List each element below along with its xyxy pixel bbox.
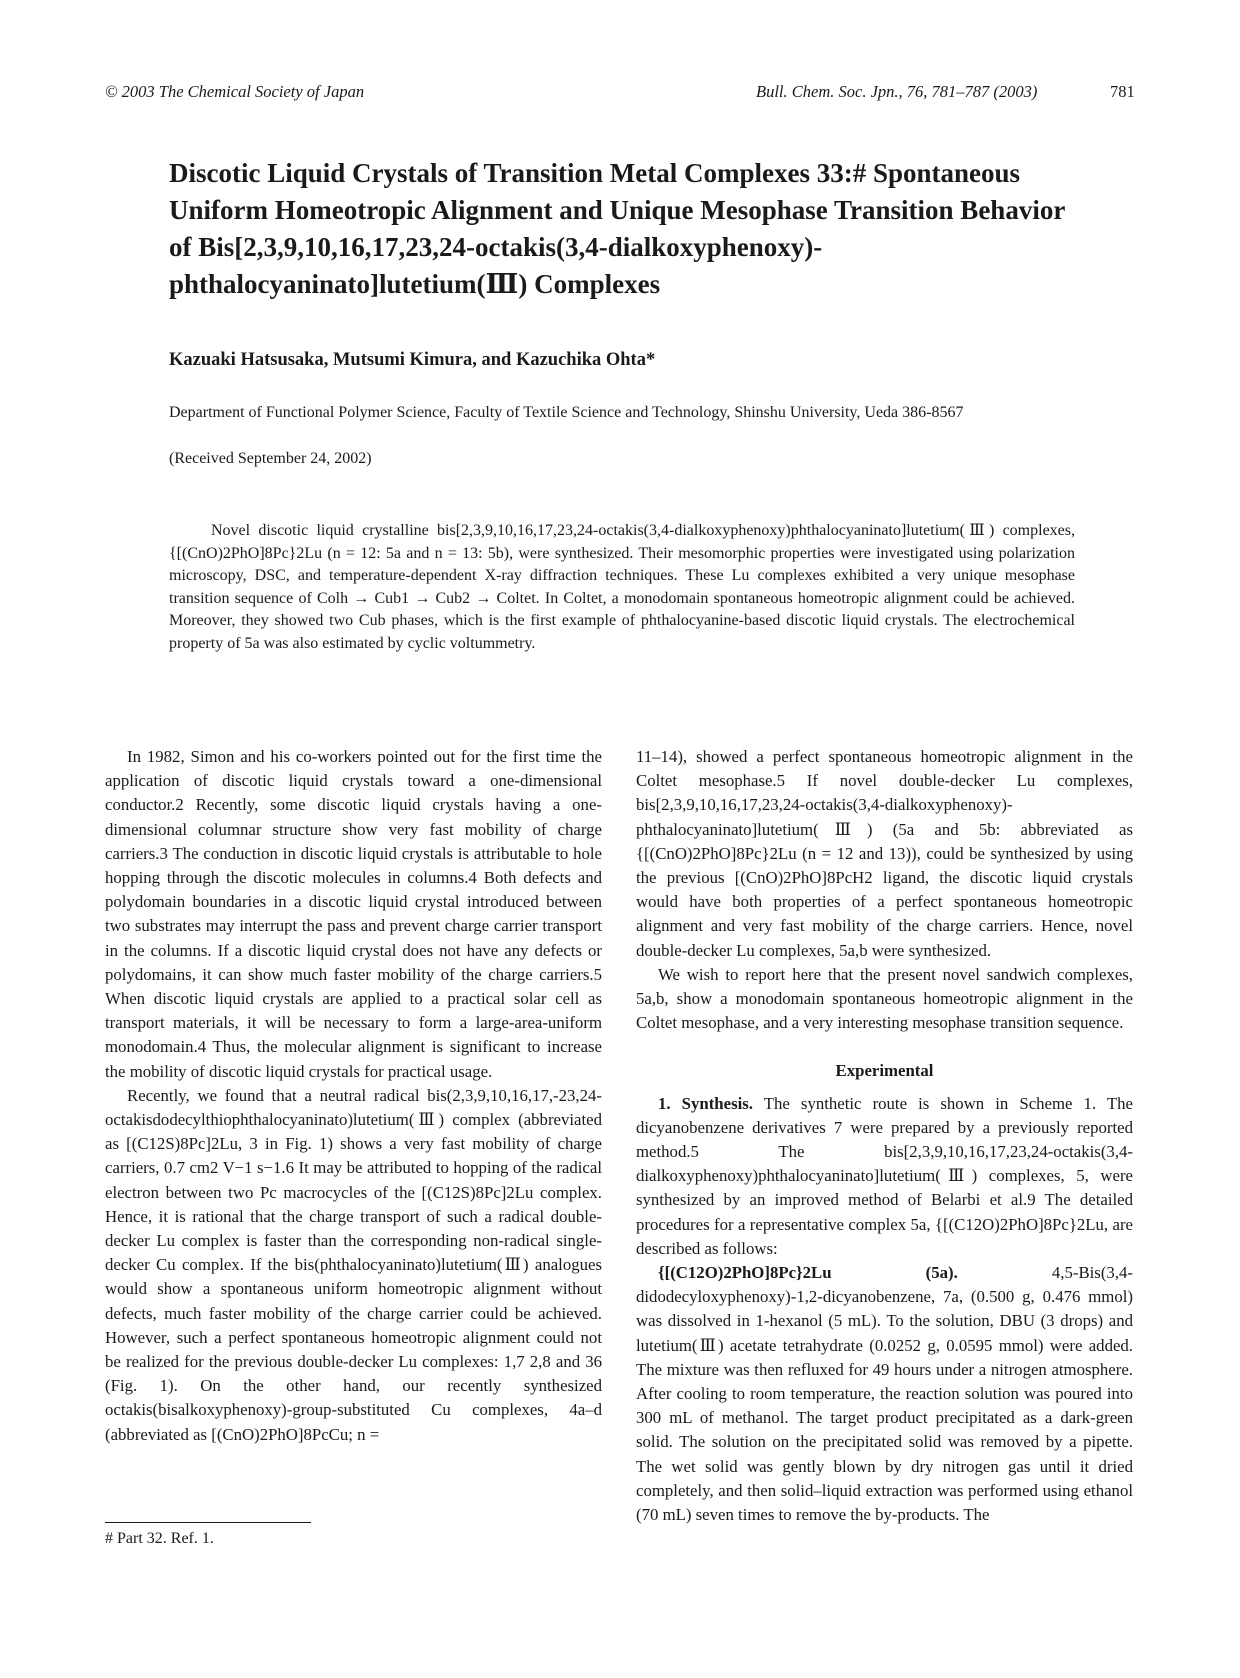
header-journal: Bull. Chem. Soc. Jpn., 76, 781–787 (2003): [756, 82, 1038, 101]
received-date: (Received September 24, 2002): [169, 450, 372, 467]
left-column: [105, 745, 602, 1447]
procedure-paragraph: [636, 1261, 1133, 1527]
paper-title: Discotic Liquid Crystals of Transition Metal Complexes 33:# Spontaneous Uniform Homeotropic Alignment and Unique Mesophase Transition Behavior of Bis[2,3,9,10,16,17,23,24-octakis(3,4-dialkoxyphenoxy)-phthalocyaninato]lutetium(Ⅲ) Complexes: [169, 158, 1065, 299]
intro-paragraph-2: Recently, we found that a neutral radical bis(2,3,9,10,16,17,-23,24-octakisdodecylthiophthalocyaninato)lutetium(Ⅲ) complex (abbreviated as [(C12S)8Pc]2Lu, 3 in Fig. 1) shows a very fast mobility of charge carriers, 0.7 cm2 V−1 s−1.6 It may be attributed to hopping of the radical electron between two Pc macrocycles of the [(C12S)8Pc]2Lu complex. Hence, it is rational that the charge transport of such a radical double-decker Lu complex is faster than the corresponding non-radical single-decker Cu complex. If the bis(phthalocyaninato)lutetium(Ⅲ) analogues would show a spontaneous uniform homeotropic alignment without defects, much faster mobility of the charge carrier could be achieved. However, such a perfect spontaneous homeotropic alignment could not be realized for the previous double-decker Lu complexes: 1,7 2,8 and 36 (Fig. 1). On the other hand, our recently synthesized octakis(bisalkoxyphenoxy)-group-substituted Cu complexes, 4a–d (abbreviated as [(CnO)2PhO]8PcCu; n =: [105, 1085, 602, 1444]
footnote: # Part 32. Ref. 1.: [105, 1530, 214, 1547]
abstract: [169, 520, 1075, 655]
authors: Kazuaki Hatsusaka, Mutsumi Kimura, and Kazuchika Ohta*: [169, 350, 656, 370]
synthesis-paragraph: [636, 1092, 1133, 1261]
page-number: 781: [1110, 82, 1135, 101]
procedure-text: 4,5-Bis(3,4-didodecyloxyphenoxy)-1,2-dicyanobenzene, 7a, (0.500 g, 0.476 mmol) was dissolved in 1-hexanol (5 mL). To the solution, DBU (3 drops) and lutetium(Ⅲ) acetate tetrahydrate (0.0252 g, 0.0595 mmol) were added. The mixture was then refluxed for 49 hours under a nitrogen atmosphere. After cooling to room temperature, the reaction solution was poured into 300 mL of methanol. The target product precipitated as a dark-green solid. The solution on the precipitated solid was removed by a pipette. The wet solid was gently blown by dry nitrogen gas until it dried completely, and then solid–liquid extraction was performed using ethanol (70 mL) seven times to remove the by-products. The: [636, 1263, 1133, 1525]
intro-paragraph-3: 11–14), showed a perfect spontaneous homeotropic alignment in the Coltet mesophase.5 If novel double-decker Lu complexes, bis[2,3,9,10,16,17,23,24-octakis(3,4-dialkoxyphenoxy)-phthalocyaninato]lutetium(Ⅲ) (5a and 5b: abbreviated as {[(CnO)2PhO]8Pc}2Lu (n = 12 and 13)), could be synthesized by using the previous [(CnO)2PhO]8PcH2 ligand, the discotic liquid crystals would have both properties of a perfect spontaneous homeotropic alignment and very fast mobility of the charge carriers. Hence, novel double-decker Lu complexes, 5a,b were synthesized.: [636, 747, 1133, 960]
header-copyright: © 2003 The Chemical Society of Japan: [105, 82, 365, 101]
intro-paragraph-4: We wish to report here that the present novel sandwich complexes, 5a,b, show a monodomain spontaneous homeotropic alignment in the Coltet mesophase, and a very interesting mesophase transition sequence.: [636, 964, 1133, 1033]
intro-paragraph-1: In 1982, Simon and his co-workers pointed out for the first time the application of discotic liquid crystals toward a one-dimensional conductor.2 Recently, some discotic liquid crystals having a one-dimensional columnar structure show very fast mobility of charge carriers.3 The conduction in discotic liquid crystals is attributable to hole hopping through the discotic molecules in columns.4 Both defects and polydomain boundaries in a discotic liquid crystal introduced between two substrates may interrupt the pass and prevent charge carrier transport in the columns. If a discotic liquid crystal does not have any defects or polydomains, it can show much faster mobility of the charge carriers.5 When discotic liquid crystals are applied to a practical solar cell as transport materials, it will be necessary to form a large-area-uniform monodomain.4 Thus, the molecular alignment is significant to increase the mobility of discotic liquid crystals for practical usage.: [105, 747, 602, 1081]
footnote-divider: [105, 1522, 311, 1523]
abstract-text: Novel discotic liquid crystalline bis[2,3,9,10,16,17,23,24-octakis(3,4-dialkoxyphenoxy)phthalocyaninato]lutetium(Ⅲ) complexes, {[(CnO)2PhO]8Pc}2Lu (n = 12: 5a and n = 13: 5b), were synthesized. Their mesomorphic properties were investigated using polarization microscopy, DSC, and temperature-dependent X-ray diffraction techniques. These Lu complexes exhibited a very unique mesophase transition sequence of Colh → Cub1 → Cub2 → Coltet. In Coltet, a monodomain spontaneous homeotropic alignment could be achieved. Moreover, they showed two Cub phases, which is the first example of phthalocyanine-based discotic liquid crystals. The electrochemical property of 5a was also estimated by cyclic voltummetry.: [169, 522, 1075, 652]
synthesis-text: The synthetic route is shown in Scheme 1. The dicyanobenzene derivatives 7 were prepared by a previously reported method.5 The bis[2,3,9,10,16,17,23,24-octakis(3,4-dialkoxyphenoxy)phthalocyaninato]lutetium(Ⅲ) complexes, 5, were synthesized by an improved method of Belarbi et al.9 The detailed procedures for a representative complex 5a, {[(C12O)2PhO]8Pc}2Lu, are described as follows:: [636, 1093, 1133, 1258]
right-column: [636, 745, 1133, 1527]
section-title-experimental: Experimental: [835, 1061, 934, 1081]
affiliation: Department of Functional Polymer Science, Faculty of Textile Science and Technology, Shinshu University, Ueda 386-8567: [169, 404, 964, 421]
synthesis-lead: 1. Synthesis.: [658, 1093, 753, 1113]
procedure-lead: {[(C12O)2PhO]8Pc}2Lu (5a).: [658, 1263, 958, 1283]
